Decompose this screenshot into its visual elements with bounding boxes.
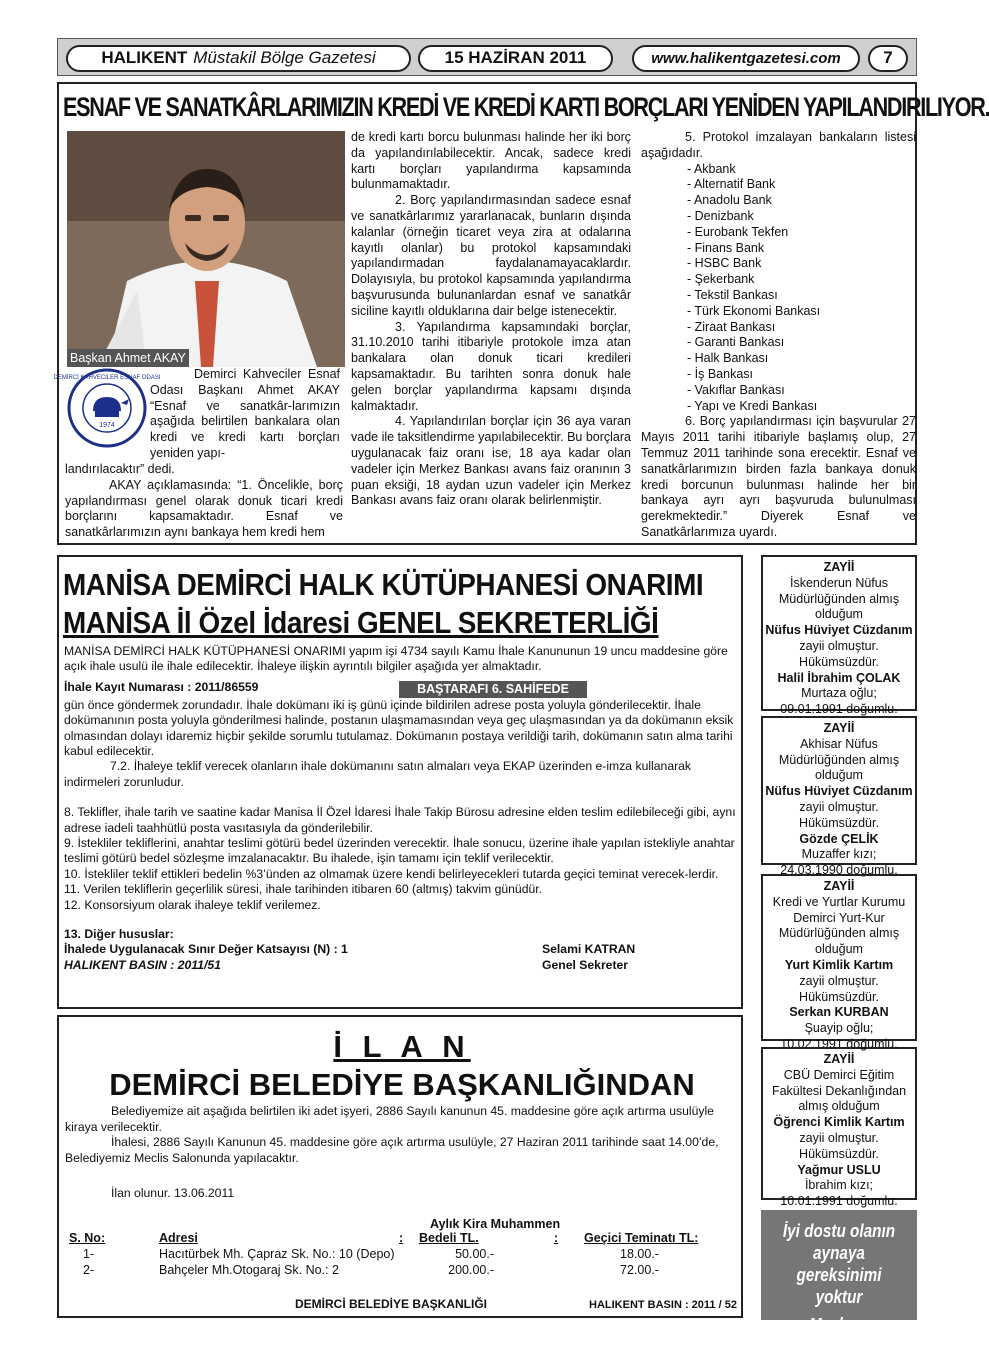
lost-birthdate: 10.02.1991 doğumlu. <box>780 1036 898 1051</box>
article-paragraph: 6. Borç yapılandırması için başvurular 27 Mayıs 2011 tarihi itibariyle başlamış olup, 27 Temmuz 2011 tarihinde sona erecektir. Esnaf ve sanatkârlarımızın birden fazla bankaya donuk kredi borcunun bulunması halinde her bir bankaya ayrı ayrı başvuruda bulunulması gerekmektedir.” Diyerek Esnaf ve Sanatkârlarımıza uyardı. <box>641 414 916 539</box>
col-colon: : <box>399 1231 404 1245</box>
portrait-illustration <box>67 131 345 367</box>
lost-document: Öğrenci Kimlik Kartım <box>773 1115 905 1130</box>
lost-birthdate: 09.01.1991 doğumlu. <box>780 702 898 717</box>
cell-address: Hacıtürbek Mh. Çapraz Sk. No.: 10 (Depo) <box>159 1247 395 1261</box>
bank-item: - Şekerbank <box>687 272 755 287</box>
article-col1-rest <box>65 462 343 541</box>
lost-name: Halil İbrahim ÇOLAK <box>777 670 901 685</box>
lost-title: ZAYİİ <box>823 721 855 735</box>
cell-no: 1- <box>83 1247 95 1261</box>
article-paragraph: de kredi kartı borcu bulunması halinde her iki borç da yapılandırılabilecektir. Ancak, sadece kredi kartı borçları yapılandırma kapsamında bulunmamaktadır. <box>351 130 631 192</box>
quote-text: İyi dostu olanın aynaya gereksinimi yoktur <box>782 1221 896 1307</box>
notice-signature: DEMİRCİ BELEDİYE BAŞKANLIĞI <box>295 1297 488 1311</box>
cell-price: 200.00.- <box>448 1263 494 1277</box>
lost-name: Gözde ÇELİK <box>799 831 879 846</box>
article-paragraph: 5. Protokol imzalayan bankaların listesi aşağıdadır. <box>641 130 916 160</box>
tender-announcement <box>57 555 743 1009</box>
tender-coefficient: İhalede Uygulanacak Sınır Değer Katsayısı (N) : 1 <box>64 942 348 957</box>
col-colon2: : <box>554 1231 559 1245</box>
col-bond: Geçici Teminatı TL: <box>584 1231 699 1245</box>
cell-price: 50.00.- <box>455 1247 494 1261</box>
press-code: HALIKENT BASIN : 2011 / 52 <box>589 1299 737 1311</box>
website-link[interactable]: www.halikentgazetesi.com <box>632 45 860 72</box>
lost-status: zayii olmuştur. Hükümsüzdür. <box>799 799 879 830</box>
bank-item: - Akbank <box>687 161 736 176</box>
article-paragraph: landırılacaktır” dedi. <box>65 462 175 476</box>
tender-title: MANİSA DEMİRCİ HALK KÜTÜPHANESİ ONARIMI <box>63 567 704 602</box>
notice-authority: DEMİRCİ BELEDİYE BAŞKANLIĞINDAN <box>109 1067 695 1102</box>
cell-bond: 72.00.- <box>620 1263 659 1277</box>
tender-intro: MANİSA DEMİRCİ HALK KÜTÜPHANESİ ONARIMI yapım işi 4734 sayılı Kamu İhale Kanununun 19 uncu maddesine göre açık ihale usulü ile ihale edilecektir. İhaleye ilişkin ayrıntılı bilgiler aşağıda yer almaktadır. <box>64 644 728 674</box>
seal-year: 1974 <box>99 422 115 429</box>
bank-item: - Yapı ve Kredi Bankası <box>687 398 818 413</box>
lost-document: Nüfus Hüviyet Cüzdanım <box>765 623 913 638</box>
lost-notice <box>761 716 917 878</box>
registry-number: İhale Kayıt Numarası : 2011/86559 <box>64 679 259 694</box>
press-code: HALIKENT BASIN : 2011/51 <box>64 958 221 973</box>
issue-date: 15 HAZİRAN 2011 <box>418 45 613 72</box>
lost-title: ZAYİİ <box>823 1052 855 1066</box>
article-paragraph: 2. Borç yapılandırmasından sadece esnaf ve sanatkârlarımız yararlanacak, bunların dışında kalanlar (örneğin ticaret veya zira at odalarına kayıtlı olanlar) bu protokol kapsamındaki yapılandırmadan faydalanamayacaklardır. Dolayısıyla, bu protokol kapsamında yapılandırma başvurusunda bulunanlardan esnaf ve sanatkâr siciline kayıtlı olduklarına dair belge istenecektir. <box>351 193 631 318</box>
bank-item: - Finans Bank <box>687 240 765 255</box>
bank-item: - HSBC Bank <box>687 256 762 271</box>
signer-title: Genel Sekreter <box>542 958 629 973</box>
tender-paragraph: gün önce göndermek zorundadır. İhale dokümanı iki iş günü içinde bildirilen adrese posta yoluyla gönderilecektir. İhale dokümanının posta yoluyla gönderilmesi halinde, postanın ulaşmamasından veya geç ulaşmasından ya da dokümanın eksik olmasından dolayı idaremiz hiçbir şekilde sorumlu tutulamaz. Dokümanın postaya verildiği tarih, dokümanın satın alma tarihi kabul edilecektir. <box>64 697 734 759</box>
tender-paragraph: 8. Teklifler, ihale tarih ve saatine kadar Manisa İl Özel İdaresi İhale Takip Bürosu adresine elden teslim edilebileceği gibi, aynı adrese iadeli taahhütlü posta vasıtasıyla da gönderilebilir. <box>64 805 736 835</box>
lost-notice <box>761 874 917 1051</box>
tender-paragraph: 10. İstekliler teklif ettikleri bedelin %3’ünden az olmamak üzere kendi belirleyecekleri tutarda geçici teminat verecek-lerdir. <box>64 866 719 881</box>
lost-document: Yurt Kimlik Kartım <box>784 957 894 972</box>
col-address: Adresi <box>159 1231 198 1245</box>
lost-status: zayii olmuştur. Hükümsüzdür. <box>799 1130 879 1161</box>
municipality-notice <box>57 1015 743 1318</box>
lost-parent: Muzaffer kızı; <box>801 847 877 862</box>
tender-paragraph: 7.2. İhaleye teklif verecek olanların ihale dokümanını satın almaları veya EKAP üzerinden e-imza kullanarak indirmeleri zorunludur. <box>64 759 692 789</box>
lost-issuer: İskenderun Nüfus Müdürlüğünden almış olduğum <box>778 575 900 622</box>
lost-parent: İbrahim kızı; <box>804 1178 874 1193</box>
lost-notice <box>761 1047 917 1209</box>
newspaper-header <box>57 38 917 76</box>
bank-item: - Eurobank Tekfen <box>687 224 789 239</box>
bank-list <box>641 162 916 415</box>
seal-text: DEMİRCİ KAHVECİLER ESNAF ODASI <box>53 375 161 381</box>
lost-parent: Murtaza oğlu; <box>801 686 877 701</box>
article-paragraph: AKAY açıklamasında: “1. Öncelikle, borç yapılandırması genel olarak donuk ticari kredi borçlarını kapsamaktadır. Esnaf ve sanatkârlarımızın aynı bankaya hem kredi hem <box>65 477 343 540</box>
cell-no: 2- <box>83 1263 95 1277</box>
tender-paragraph: 12. Konsorsiyum olarak ihaleye teklif verilemez. <box>64 897 321 912</box>
bank-item: - İş Bankası <box>687 366 753 381</box>
portrait-photo <box>67 131 345 367</box>
article-paragraph: 4. Yapılandırılan borçlar için 36 aya varan vade ile taksitlendirme yapılabilecektir. Bu borçlara uygulanacak faiz oranı ise, 18 aya kadar olan vadeler için Merkez Bankası avans faiz oranının 3 puan eksiği, 18 aydan uzun vadeler için Merkez Bankası avans faiz oranı olarak belirlenmiştir. <box>351 414 631 508</box>
tender-sign-block <box>64 919 740 973</box>
lost-issuer: CBÜ Demirci Eğitim Fakültesi Dekanlığından almış olduğum <box>771 1067 907 1114</box>
tender-authority: MANİSA İl Özel İdaresi GENEL SEKRETERLİĞİ <box>63 605 659 640</box>
notice-date: İlan olunur. 13.06.2011 <box>111 1186 235 1200</box>
table-row <box>69 1246 739 1262</box>
article-col1-wrap <box>150 367 340 462</box>
bank-item: - Halk Bankası <box>687 351 769 366</box>
table-header-row <box>69 1230 739 1246</box>
lost-birthdate: 10.01.1991 doğumlu. <box>780 1194 898 1209</box>
article-paragraph: 3. Yapılandırma kapsamındaki borçlar, 31.10.2010 tarihi itibariyle protokole imza atan bankalara olan donuk ticari kredileri kapsamaktadır. Bu tarihten sonra donuk hale gelen borçlar yapılandırma kapsamı dışında kalmaktadır. <box>351 319 631 413</box>
lost-status: zayii olmuştur. Hükümsüzdür. <box>799 638 879 669</box>
col-price: Bedeli TL. <box>419 1231 479 1245</box>
lost-status: zayii olmuştur. Hükümsüzdür. <box>799 973 879 1004</box>
bank-item: - Türk Ekonomi Bankası <box>687 303 821 318</box>
lost-issuer: Kredi ve Yurtlar Kurumu Demirci Yurt-Kur Müdürlüğünden almış olduğum <box>772 894 906 957</box>
article-debt-restructuring <box>53 82 989 545</box>
tender-body <box>64 644 740 973</box>
lost-title: ZAYİİ <box>823 879 855 893</box>
rent-table <box>69 1230 739 1278</box>
table-row <box>69 1262 739 1278</box>
notice-paragraph: Belediyemize ait aşağıda belirtilen iki adet işyeri, 2886 Sayılı kanunun 45. maddesine göre açık artırma usulüyle kiraya verilecektir. <box>65 1104 714 1134</box>
article-paragraph: Demirci Kahveciler Esnaf Odası Başkanı Ahmet AKAY “Esnaf ve sanatkâr-larımızın aşağıda belirtilen bankalara olan kredi ve kredi kartı borçları yeniden yapı- <box>150 367 340 460</box>
quote-author: Mevlana <box>809 1315 869 1332</box>
bank-item: - Denizbank <box>687 208 754 223</box>
bank-item: - Tekstil Bankası <box>687 287 778 302</box>
paper-name-box <box>66 45 411 72</box>
quote-box <box>761 1210 917 1332</box>
article-col3 <box>641 130 916 541</box>
lost-birthdate: 24.03.1990 doğumlu. <box>780 863 898 878</box>
bank-item: - Anadolu Bank <box>687 193 772 208</box>
continued-badge: BAŞTARAFI 6. SAHİFEDE <box>399 681 587 698</box>
col-no: S. No: <box>69 1231 106 1245</box>
page-number: 7 <box>868 45 908 72</box>
lost-document: Nüfus Hüviyet Cüzdanım <box>765 784 913 799</box>
cell-address: Bahçeler Mh.Otogaraj Sk. No.: 2 <box>159 1263 339 1277</box>
notice-paragraph: İhalesi, 2886 Sayılı Kanunun 45. maddesine göre açık artırma usulüyle, 27 Haziran 2011 tarihinde saat 14.00’de, Belediyemiz Meclis Salonunda yapılacaktır. <box>65 1135 719 1165</box>
tender-paragraph: 11. Verilen tekliflerin geçerlilik süresi, ihale tarihinden itibaren 60 (altmış) takvim günüdür. <box>64 882 543 897</box>
tender-paragraph: 9. İstekliler tekliflerini, anahtar teslimi götürü bedel üzerinden verecektir. İhale sonucu, üzerine ihale yapılan istekliyle anahtar teslimi götürü bedel sözleşme imzalanacaktır. Bu ihalede, işin tamamı için teklif verilecektir. <box>64 836 735 866</box>
article-col2 <box>351 130 631 509</box>
bank-item: - Alternatif Bank <box>687 177 776 192</box>
photo-caption: Başkan Ahmet AKAY <box>67 349 189 367</box>
cell-bond: 18.00.- <box>620 1247 659 1261</box>
bank-item: - Garanti Bankası <box>687 335 785 350</box>
rent-header: Aylık Kira Muhammen <box>430 1217 561 1231</box>
bank-item: - Ziraat Bankası <box>687 319 776 334</box>
lost-title: ZAYİİ <box>823 560 855 574</box>
paper-name: HALIKENT <box>101 48 188 68</box>
notice-heading: İ L A N <box>333 1029 471 1064</box>
tender-other-matters: 13. Diğer hususlar: <box>64 927 174 942</box>
lost-issuer: Akhisar Nüfus Müdürlüğünden almış olduğum <box>778 736 900 783</box>
registry-row <box>64 680 740 698</box>
lost-name: Yağmur USLU <box>797 1162 881 1177</box>
chamber-seal-logo <box>53 367 161 449</box>
article-headline: ESNAF VE SANATKÂRLARIMIZIN KREDİ VE KREDİ KARTI BORÇLARI YENİDEN YAPILANDIRILIYOR. <box>63 92 989 122</box>
bank-item: - Vakıflar Bankası <box>687 382 785 397</box>
lost-notice <box>761 555 917 717</box>
lost-name: Serkan KURBAN <box>789 1005 889 1020</box>
signer-name: Selami KATRAN <box>542 942 636 957</box>
lost-parent: Şuayip oğlu; <box>804 1021 874 1036</box>
paper-subtitle: Müstakil Bölge Gazetesi <box>193 48 376 68</box>
notice-body <box>65 1104 739 1166</box>
